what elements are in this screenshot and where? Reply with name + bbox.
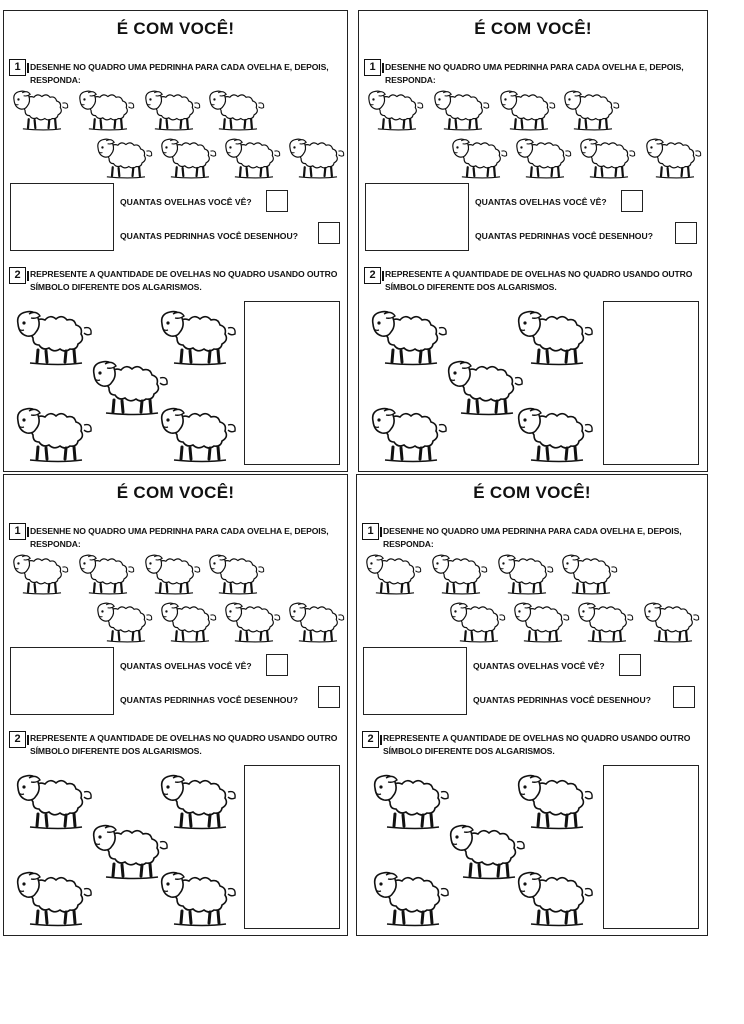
stones-count-answer-box[interactable] <box>318 686 340 708</box>
stones-count-answer-box[interactable] <box>675 222 697 244</box>
sheep-icon <box>92 135 154 179</box>
sheep-icon <box>363 87 425 131</box>
sheep-icon <box>557 551 619 595</box>
sheep-icon <box>365 306 449 366</box>
sheep-icon <box>204 87 266 131</box>
question1-text: DESENHE NO QUADRO UMA PEDRINHA PARA CADA OVELHA E, DEPOIS, RESPONDA: <box>30 62 329 85</box>
sheep-icon <box>154 867 238 927</box>
sheep-icon <box>284 599 346 643</box>
question-number-badge: 1 <box>9 59 26 76</box>
worksheet-title: É COM VOCÊ! <box>473 483 591 502</box>
sheep-icon <box>74 551 136 595</box>
sheep-icon <box>573 599 635 643</box>
sheep-icon <box>559 87 621 131</box>
symbol-drawing-box[interactable] <box>603 765 699 929</box>
question1-text: DESENHE NO QUADRO UMA PEDRINHA PARA CADA OVELHA E, DEPOIS, RESPONDA: <box>385 62 684 85</box>
stones-count-answer-box[interactable] <box>318 222 340 244</box>
sheep-icon <box>365 403 449 463</box>
question-number-badge: 1 <box>362 523 379 540</box>
sheep-icon <box>639 599 701 643</box>
sheep-count-answer-box[interactable] <box>621 190 643 212</box>
question2-text: REPRESENTE A QUANTIDADE DE OVELHAS NO QUADRO USANDO OUTRO SÍMBOLO DIFERENTE DOS ALGARISMOS. <box>30 269 338 292</box>
sheep-icon <box>92 599 154 643</box>
sheep-icon <box>361 551 423 595</box>
sheep-icon <box>641 135 703 179</box>
worksheet-title: É COM VOCÊ! <box>116 483 235 502</box>
sheep-count-answer-box[interactable] <box>266 654 288 676</box>
stones-count-question: QUANTAS PEDRINHAS VOCÊ DESENHOU? <box>473 695 651 705</box>
sheep-icon <box>156 599 218 643</box>
sheep-icon <box>8 551 70 595</box>
sheep-icon <box>74 87 136 131</box>
sheep-icon <box>429 87 491 131</box>
worksheet-card <box>3 474 348 936</box>
sheep-icon <box>154 403 238 463</box>
sheep-icon <box>511 403 595 463</box>
sheep-icon <box>447 135 509 179</box>
sheep-icon <box>8 87 70 131</box>
sheep-icon <box>284 135 346 179</box>
sheep-icon <box>511 867 595 927</box>
question-number-badge: 1 <box>364 59 381 76</box>
question-number-badge: 2 <box>9 267 26 284</box>
sheep-count-question: QUANTAS OVELHAS VOCÊ VÊ? <box>120 661 252 671</box>
sheep-icon <box>220 135 282 179</box>
symbol-drawing-box[interactable] <box>244 301 340 465</box>
question-number-badge: 2 <box>9 731 26 748</box>
sheep-icon <box>156 135 218 179</box>
stones-count-question: QUANTAS PEDRINHAS VOCÊ DESENHOU? <box>120 231 298 241</box>
question2-text: REPRESENTE A QUANTIDADE DE OVELHAS NO QUADRO USANDO OUTRO SÍMBOLO DIFERENTE DOS ALGARISMOS. <box>385 269 693 292</box>
sheep-icon <box>140 551 202 595</box>
stones-count-answer-box[interactable] <box>673 686 695 708</box>
stones-drawing-box[interactable] <box>10 647 114 715</box>
question-number-badge: 2 <box>362 731 379 748</box>
symbol-drawing-box[interactable] <box>603 301 699 465</box>
stones-drawing-box[interactable] <box>10 183 114 251</box>
question2-text: REPRESENTE A QUANTIDADE DE OVELHAS NO QUADRO USANDO OUTRO SÍMBOLO DIFERENTE DOS ALGARISMOS. <box>383 733 691 756</box>
stones-count-question: QUANTAS PEDRINHAS VOCÊ DESENHOU? <box>120 695 298 705</box>
sheep-icon <box>10 867 94 927</box>
sheep-count-question: QUANTAS OVELHAS VOCÊ VÊ? <box>473 661 605 671</box>
sheep-count-question: QUANTAS OVELHAS VOCÊ VÊ? <box>475 197 607 207</box>
sheep-icon <box>511 135 573 179</box>
sheep-icon <box>495 87 557 131</box>
worksheet-card <box>358 10 708 472</box>
question1-text: DESENHE NO QUADRO UMA PEDRINHA PARA CADA OVELHA E, DEPOIS, RESPONDA: <box>30 526 329 549</box>
symbol-drawing-box[interactable] <box>244 765 340 929</box>
sheep-icon <box>10 770 94 830</box>
sheep-count-question: QUANTAS OVELHAS VOCÊ VÊ? <box>120 197 252 207</box>
sheep-icon <box>427 551 489 595</box>
worksheet-card <box>3 10 348 472</box>
sheep-icon <box>220 599 282 643</box>
question-number-badge: 1 <box>9 523 26 540</box>
sheep-icon <box>10 403 94 463</box>
sheep-icon <box>140 87 202 131</box>
sheep-icon <box>493 551 555 595</box>
worksheet-title: É COM VOCÊ! <box>474 19 592 38</box>
worksheet-card <box>356 474 708 936</box>
sheep-icon <box>575 135 637 179</box>
question2-text: REPRESENTE A QUANTIDADE DE OVELHAS NO QUADRO USANDO OUTRO SÍMBOLO DIFERENTE DOS ALGARISMOS. <box>30 733 338 756</box>
stones-drawing-box[interactable] <box>365 183 469 251</box>
question-number-badge: 2 <box>364 267 381 284</box>
stones-count-question: QUANTAS PEDRINHAS VOCÊ DESENHOU? <box>475 231 653 241</box>
worksheet-title: É COM VOCÊ! <box>116 19 235 38</box>
stones-drawing-box[interactable] <box>363 647 467 715</box>
sheep-icon <box>445 599 507 643</box>
question1-text: DESENHE NO QUADRO UMA PEDRINHA PARA CADA OVELHA E, DEPOIS, RESPONDA: <box>383 526 682 549</box>
sheep-icon <box>204 551 266 595</box>
sheep-icon <box>509 599 571 643</box>
sheep-count-answer-box[interactable] <box>619 654 641 676</box>
sheep-count-answer-box[interactable] <box>266 190 288 212</box>
sheep-icon <box>367 867 451 927</box>
sheep-icon <box>367 770 451 830</box>
sheep-icon <box>10 306 94 366</box>
